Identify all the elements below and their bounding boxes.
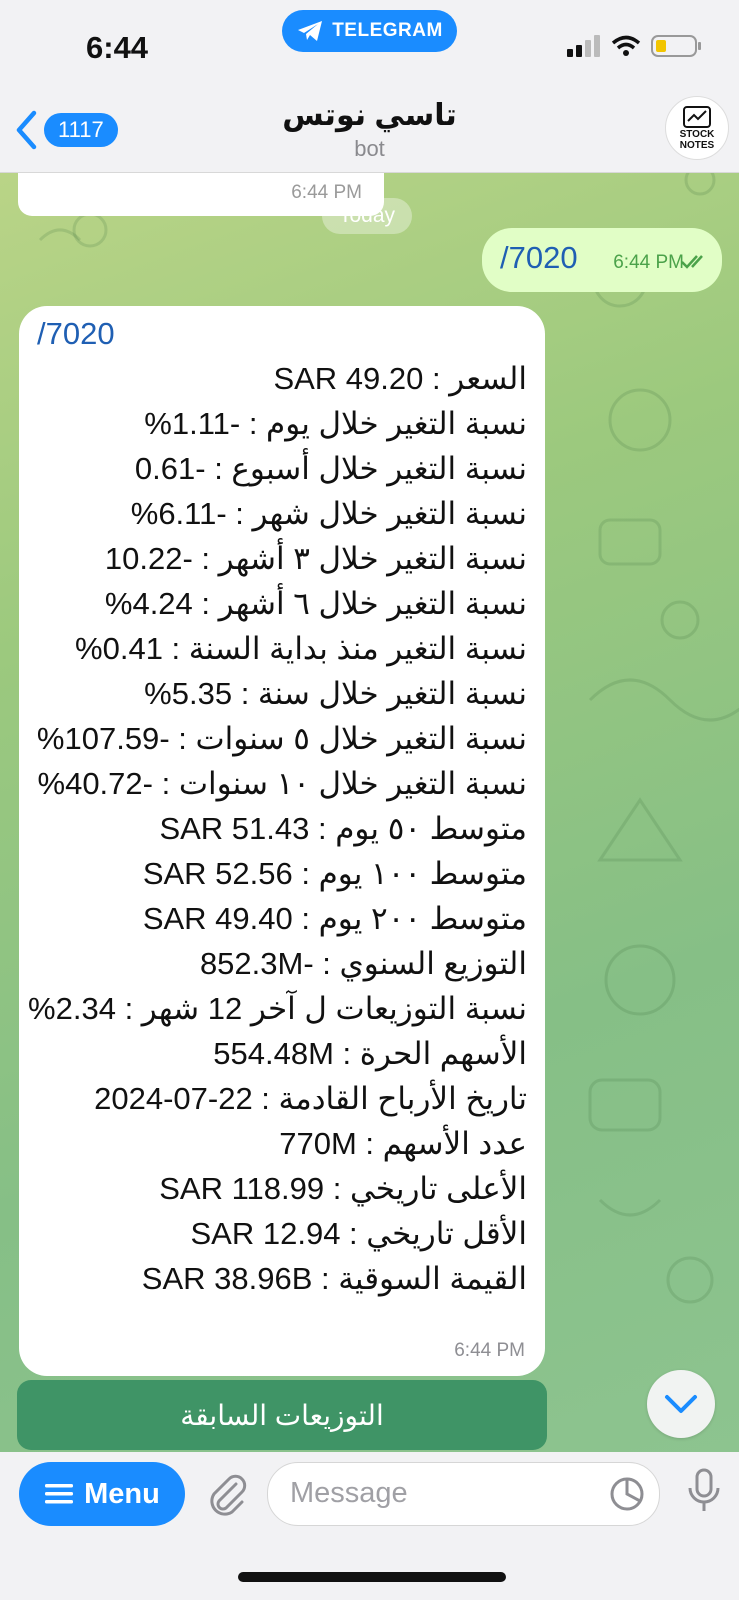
sticker-icon[interactable] — [609, 1476, 645, 1512]
chat-title[interactable]: تاسي نوتس — [282, 99, 457, 132]
message-placeholder: Message — [290, 1477, 408, 1509]
battery-icon — [651, 34, 703, 58]
info-line: الأقل تاريخي : SAR 12.94 — [190, 1216, 527, 1251]
info-line: نسبة التغير خلال أسبوع : -0.61 — [134, 451, 527, 486]
info-line: عدد الأسهم : 770M — [279, 1126, 527, 1161]
info-line: التوزيع السنوي : -852.3M — [199, 946, 527, 981]
scroll-to-bottom-button[interactable] — [647, 1370, 715, 1438]
unread-count-badge: 1117 — [44, 113, 118, 147]
incoming-message-bubble[interactable] — [19, 306, 545, 1376]
outgoing-command[interactable]: /7020 — [500, 240, 578, 275]
info-line: نسبة التغير خلال يوم : -1.11% — [144, 406, 527, 441]
info-line: متوسط ١٠٠ يوم : SAR 52.56 — [142, 856, 527, 891]
cellular-signal-icon — [567, 35, 601, 57]
date-separator: Today — [322, 198, 412, 234]
telegram-return-pill[interactable] — [282, 10, 457, 52]
info-line: الأسهم الحرة : 554.48M — [213, 1036, 527, 1071]
home-indicator[interactable] — [238, 1572, 506, 1582]
menu-button[interactable] — [19, 1462, 185, 1526]
paperclip-icon[interactable] — [206, 1472, 248, 1516]
message-time: 6:44 PM — [454, 1340, 525, 1361]
microphone-icon[interactable] — [687, 1468, 721, 1514]
previous-distributions-button[interactable]: التوزيعات السابقة — [17, 1380, 547, 1450]
avatar-text-notes: NOTES — [679, 140, 715, 151]
incoming-command[interactable]: /7020 — [37, 316, 115, 351]
message-time: 6:44 PM — [613, 252, 684, 273]
message-time: 6:44 PM — [291, 182, 362, 203]
telegram-pill-label: TELEGRAM — [332, 20, 443, 41]
chevron-down-icon — [663, 1393, 699, 1415]
info-line: الأعلى تاريخي : SAR 118.99 — [159, 1171, 527, 1206]
info-line: نسبة التغير خلال سنة : 5.35% — [144, 676, 527, 711]
info-line: نسبة التوزيعات ل آخر 12 شهر : 2.34% — [28, 991, 527, 1026]
info-line: القيمة السوقية : SAR 38.96B — [141, 1261, 527, 1296]
menu-icon — [44, 1482, 74, 1506]
bot-avatar[interactable] — [665, 96, 729, 160]
info-line: نسبة التغير خلال ١٠ سنوات : -40.72% — [37, 766, 527, 801]
info-line: السعر : SAR 49.20 — [273, 361, 527, 396]
info-line: تاريخ الأرباح القادمة : 22-07-2024 — [94, 1081, 527, 1116]
status-time: 6:44 — [86, 30, 149, 65]
outgoing-message-bubble[interactable] — [482, 228, 722, 292]
chat-subtitle: bot — [354, 136, 385, 161]
info-line: متوسط ٥٠ يوم : SAR 51.43 — [159, 811, 527, 846]
info-line: متوسط ٢٠٠ يوم : SAR 49.40 — [142, 901, 527, 936]
message-input[interactable] — [267, 1462, 660, 1526]
stock-chart-icon — [682, 105, 712, 129]
avatar-text-stock: STOCK — [679, 129, 715, 140]
top-bar — [0, 0, 739, 173]
info-line: نسبة التغير خلال ٥ سنوات : -107.59% — [36, 721, 527, 756]
wifi-icon — [611, 35, 641, 57]
system-icons — [567, 34, 703, 58]
info-line: نسبة التغير خلال ٣ أشهر : -10.22 — [104, 541, 527, 576]
info-line: نسبة التغير خلال شهر : -6.11% — [130, 496, 527, 531]
telegram-icon — [296, 19, 324, 43]
double-check-icon — [680, 254, 710, 270]
menu-label: Menu — [84, 1477, 160, 1510]
stock-info-lines — [27, 356, 527, 1301]
info-line: نسبة التغير منذ بداية السنة : 0.41% — [75, 631, 527, 666]
info-line: نسبة التغير خلال ٦ أشهر : 4.24% — [104, 586, 527, 621]
